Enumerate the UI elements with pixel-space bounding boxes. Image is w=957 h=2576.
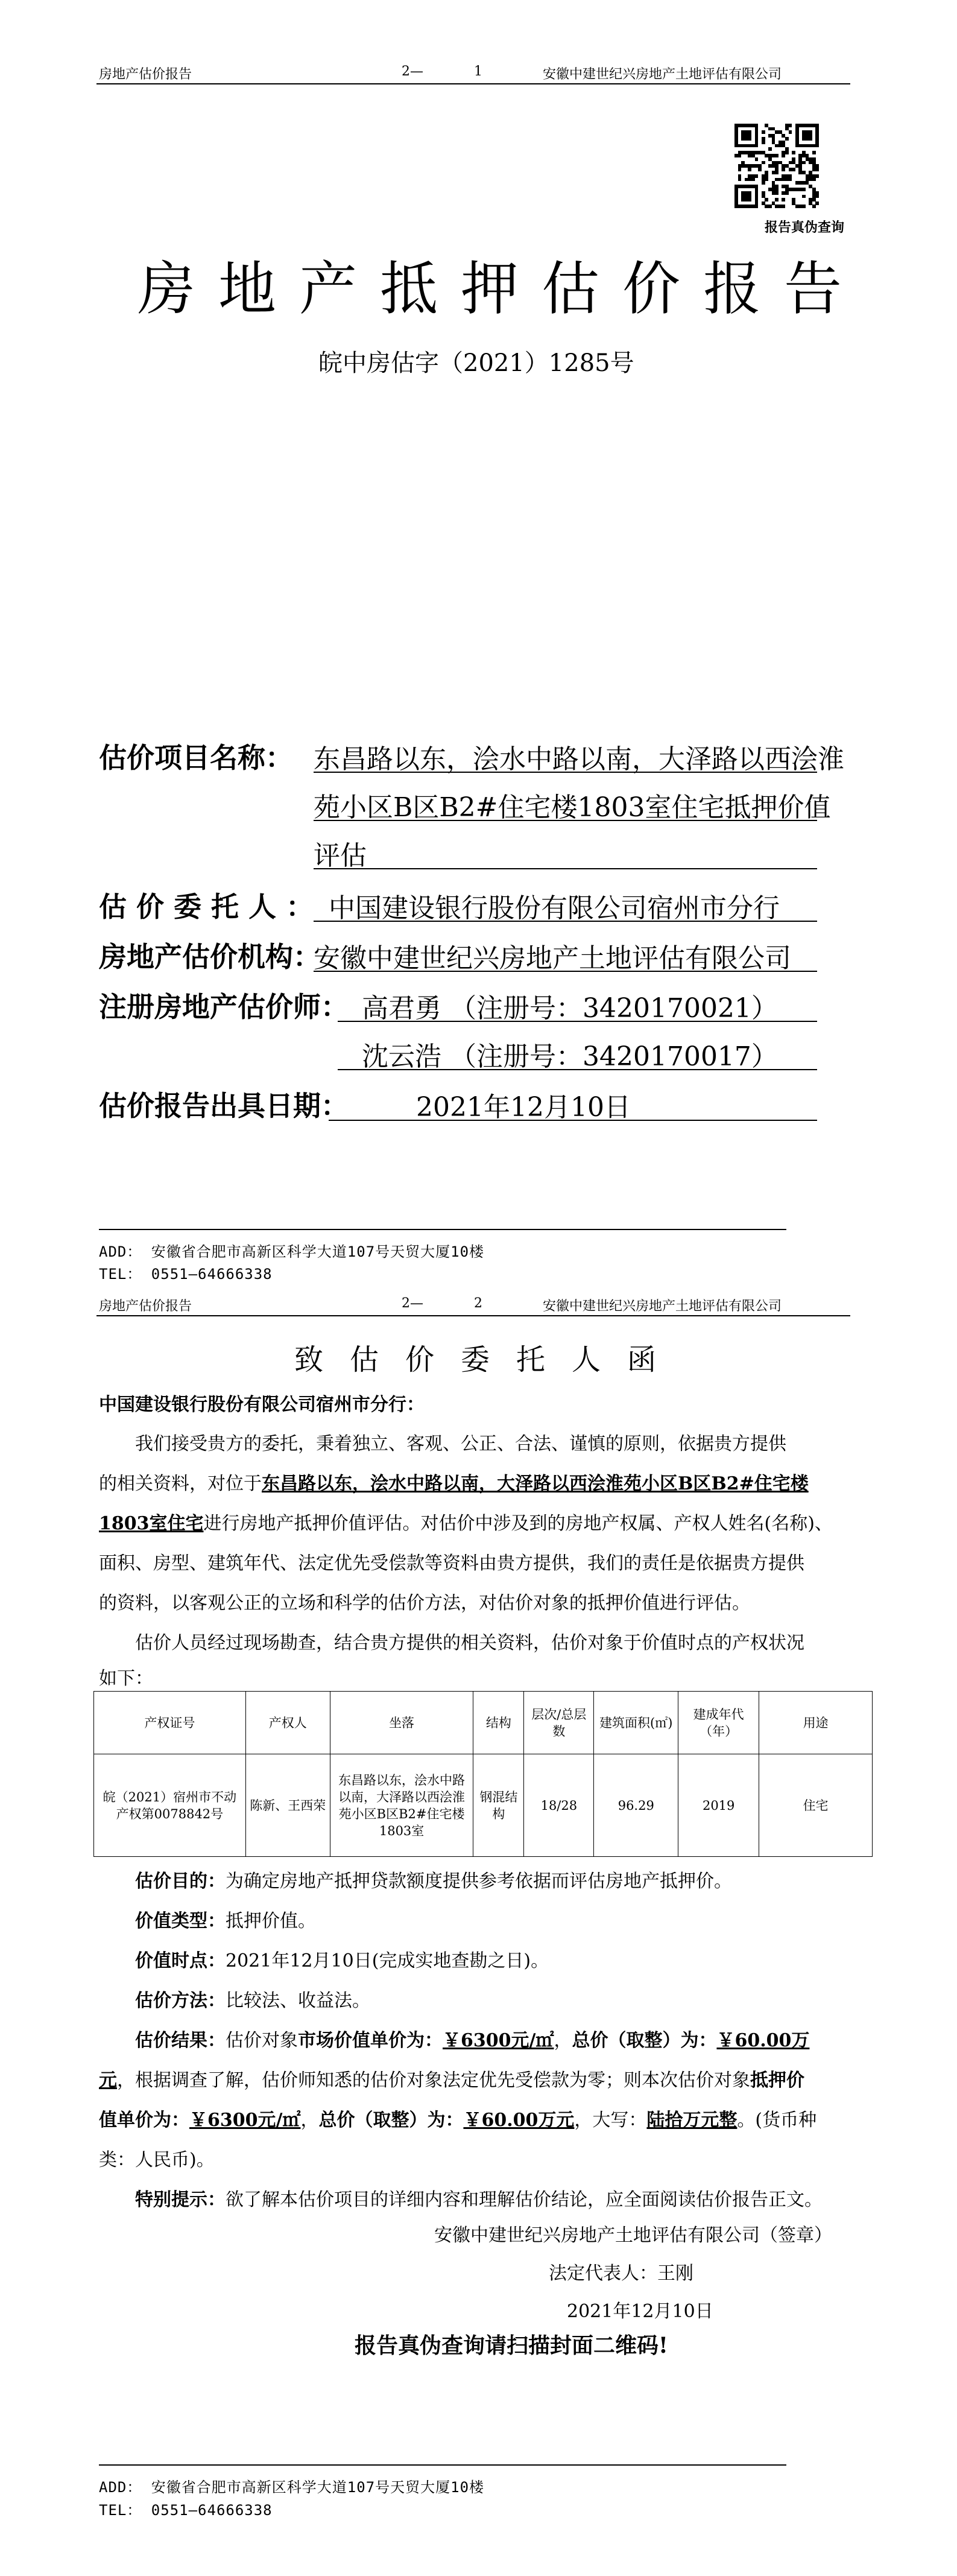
purpose-line	[135, 1862, 732, 1902]
table-cell: 东昌路以东，浍水中路以南，大泽路以西浍淮苑小区B区B2#住宅楼1803室	[330, 1754, 473, 1857]
letter-title: 致估价委托人函	[294, 1343, 683, 1377]
mortgage-unit-price: ￥6300元/㎡	[189, 2110, 301, 2131]
header-page-total: 2—	[402, 1296, 423, 1311]
table-cell: 钢混结构	[473, 1754, 524, 1857]
qr-module	[802, 195, 806, 198]
report-title: 房地产抵押估价报告	[137, 255, 865, 323]
qr-module	[785, 191, 789, 195]
header-page-number: 2	[474, 1296, 482, 1311]
client-value: 中国建设银行股份有限公司宿州市分行	[329, 893, 780, 924]
header-left: 房地产估价报告	[99, 67, 192, 82]
appraiser-2: 沈云浩 （注册号：3420170017）	[362, 1041, 778, 1072]
table-header-cell: 建筑面积(㎡)	[594, 1692, 678, 1754]
underline	[314, 921, 817, 922]
header-page-number: 1	[474, 64, 482, 79]
project-name-line-1: 东昌路以东，浍水中路以南，大泽路以西浍淮	[314, 744, 844, 775]
addressee: 中国建设银行股份有限公司宿州市分行：	[99, 1394, 425, 1415]
qr-module	[789, 130, 792, 134]
market-total-unit: 元	[99, 2070, 117, 2091]
mortgage-unit-price-label: 值单价为：	[99, 2110, 189, 2131]
table-cell: 2019	[678, 1754, 759, 1857]
project-name-label: 估价项目名称：	[99, 741, 293, 774]
table-cell: 皖（2021）宿州市不动产权第0078842号	[94, 1754, 246, 1857]
market-total-label: 总价（取整）为：	[572, 2030, 717, 2051]
qr-module	[782, 198, 785, 201]
appraiser-label: 注册房地产估价师：	[99, 991, 349, 1023]
qr-module	[758, 168, 762, 171]
text: 进行房地产抵押价值评估。对估价中涉及到的房地产权属、产权人姓名(名称)、	[203, 1513, 833, 1534]
qr-module	[809, 137, 812, 141]
table-header-cell: 用途	[759, 1692, 873, 1754]
property-rights-table	[93, 1691, 873, 1857]
value-time-label: 价值时点：	[135, 1950, 226, 1972]
table-cell: 陈新、王西荣	[245, 1754, 330, 1857]
verification-notice: 报告真伪查询请扫描封面二维码!	[355, 2333, 668, 2358]
qr-module	[762, 161, 765, 165]
result-line-2	[99, 2061, 804, 2101]
text: ，根据调查了解，估价师知悉的估价对象法定优先受偿款为零；则本次估价对象	[117, 2070, 750, 2091]
qr-module	[785, 151, 789, 154]
special-tip-value: 欲了解本估价项目的详细内容和理解估价结论，应全面阅读估价报告正文。	[226, 2189, 823, 2210]
table-header-cell: 坐落	[330, 1692, 473, 1754]
method-value: 比较法、收益法。	[226, 1990, 370, 2011]
value-time-line	[135, 1941, 549, 1981]
table-header-cell: 产权人	[245, 1692, 330, 1754]
report-date-label: 估价报告出具日期：	[99, 1090, 349, 1122]
table-header-cell: 层次/总层数	[524, 1692, 594, 1754]
qr-module	[775, 198, 779, 201]
qr-code-icon	[734, 124, 819, 208]
qr-module	[762, 130, 765, 134]
underline	[314, 772, 817, 773]
qr-module	[785, 137, 789, 141]
qr-module	[775, 191, 779, 195]
paragraph-1-line-4: 面积、房型、建筑年代、法定优先受偿款等资料由贵方提供，我们的责任是依据贵方提供	[99, 1553, 804, 1574]
paragraph-1-line-1: 我们接受贵方的委托，秉着独立、客观、公正、合法、谨慎的原则，依据贵方提供	[135, 1433, 786, 1455]
qr-module	[768, 147, 772, 151]
agency-value: 安徽中建世纪兴房地产土地评估有限公司	[314, 943, 791, 974]
footer-telephone: TEL： 0551—64666338	[99, 2502, 273, 2519]
qr-module	[815, 201, 819, 205]
purpose-label: 估价目的：	[135, 1871, 226, 1892]
result-line-1	[135, 2021, 809, 2061]
text: 。(货币种	[737, 2110, 817, 2131]
qr-module	[768, 205, 772, 208]
underline	[329, 1120, 817, 1121]
underline	[338, 1021, 817, 1022]
text: ，	[300, 2110, 319, 2131]
paragraph-2-line-1: 估价人员经过现场勘查，结合贵方提供的相关资料，估价对象于价值时点的产权状况	[135, 1632, 804, 1654]
legal-representative: 法定代表人：王刚	[549, 2263, 693, 2284]
footer-address: ADD： 安徽省合肥市高新区科学大道107号天贸大厦10楼	[99, 1243, 485, 1260]
table-header-cell: 产权证号	[94, 1692, 246, 1754]
footer-rule	[99, 1229, 786, 1230]
special-tip-line	[135, 2180, 823, 2220]
property-address: 东昌路以东，浍水中路以南，大泽路以西浍淮苑小区B区B2#住宅楼	[262, 1473, 809, 1494]
qr-module	[812, 205, 816, 208]
qr-module	[755, 174, 759, 178]
qr-module	[815, 168, 819, 171]
qr-module	[755, 205, 759, 208]
table-cell: 住宅	[759, 1754, 873, 1857]
header-right: 安徽中建世纪兴房地产土地评估有限公司	[543, 1299, 782, 1314]
qr-module	[755, 157, 759, 161]
paragraph-1-line-2	[99, 1464, 809, 1504]
qr-module	[789, 178, 792, 182]
qr-module	[738, 154, 742, 157]
qr-module	[802, 205, 806, 208]
qr-module	[765, 178, 768, 182]
qr-module	[815, 144, 819, 148]
qr-module	[789, 124, 792, 127]
header-page-total: 2—	[402, 64, 423, 79]
qr-module	[748, 168, 751, 171]
table-row	[94, 1754, 873, 1857]
market-unit-price: ￥6300元/㎡	[443, 2030, 554, 2051]
result-line-3	[99, 2101, 816, 2140]
qr-module	[775, 171, 779, 174]
result-line-4: 类：人民币)。	[99, 2149, 215, 2171]
qr-module	[812, 178, 816, 182]
qr-module	[765, 198, 768, 201]
text: 估价对象	[226, 2030, 298, 2051]
underline	[338, 1069, 817, 1070]
project-name-line-3: 评估	[314, 840, 367, 871]
qr-module	[802, 161, 806, 165]
qr-module	[738, 168, 742, 171]
qr-module	[792, 168, 795, 171]
qr-module	[815, 174, 819, 178]
header-rule	[96, 1315, 850, 1316]
qr-module	[792, 151, 795, 154]
client-label: 估 价 委 托 人 ：	[99, 890, 314, 923]
qr-module	[762, 181, 765, 185]
header-right: 安徽中建世纪兴房地产土地评估有限公司	[543, 67, 782, 82]
agency-label: 房地产估价机构：	[99, 941, 321, 973]
qr-module	[751, 178, 755, 182]
report-date-value: 2021年12月10日	[416, 1092, 631, 1123]
amount-in-words: 陆拾万元整	[646, 2110, 737, 2131]
underline	[314, 868, 817, 869]
qr-caption: 报告真伪查询	[765, 220, 845, 235]
qr-module	[782, 205, 785, 208]
table-cell: 96.29	[594, 1754, 678, 1857]
special-tip-label: 特别提示：	[135, 2189, 226, 2210]
mortgage-total-price: ￥60.00万元	[463, 2110, 575, 2131]
text: ，大写：	[574, 2110, 647, 2131]
qr-module	[748, 137, 751, 141]
table-header-row	[94, 1692, 873, 1754]
value-type-line	[135, 1902, 316, 1941]
signing-date: 2021年12月10日	[567, 2301, 713, 2322]
table-header-cell: 结构	[473, 1692, 524, 1754]
market-unit-price-label: 市场价值单价为：	[298, 2030, 443, 2051]
result-label: 估价结果：	[135, 2030, 226, 2051]
mortgage-total-label: 总价（取整）为：	[318, 2110, 464, 2131]
table-header-cell: 建成年代（年）	[678, 1692, 759, 1754]
property-unit: 1803室住宅	[99, 1513, 204, 1534]
value-time-value: 2021年12月10日(完成实地查勘之日)。	[226, 1950, 549, 1972]
qr-module	[755, 144, 759, 148]
method-line	[135, 1981, 370, 2021]
footer-telephone: TEL： 0551—64666338	[99, 1266, 273, 1283]
mortgage-value-label: 抵押价	[750, 2070, 804, 2091]
qr-module	[775, 154, 779, 157]
value-type-label: 价值类型：	[135, 1911, 226, 1932]
appraiser-1: 高君勇 （注册号：3420170021）	[362, 993, 778, 1024]
paragraph-1-line-3	[99, 1504, 833, 1544]
market-total-price: ￥60.00万	[716, 2030, 810, 2051]
project-name-line-2: 苑小区B区B2#住宅楼1803室住宅抵押价值	[314, 792, 831, 823]
signing-company: 安徽中建世纪兴房地产土地评估有限公司（签章）	[434, 2225, 832, 2246]
footer-rule	[99, 2464, 786, 2466]
underline	[314, 820, 817, 821]
text: 的相关资料，对位于	[99, 1473, 262, 1494]
footer-address: ADD： 安徽省合肥市高新区科学大道107号天贸大厦10楼	[99, 2479, 485, 2496]
qr-module	[812, 151, 816, 154]
qr-module	[762, 141, 765, 144]
qr-module	[738, 178, 742, 182]
document-number: 皖中房估字（2021）1285号	[318, 349, 634, 377]
paragraph-1-line-5: 的资料，以客观公正的立场和科学的估价方法，对估价对象的抵押价值进行评估。	[99, 1593, 750, 1614]
qr-module	[748, 198, 751, 201]
qr-module	[782, 154, 785, 157]
text: ，	[554, 2030, 572, 2051]
method-label: 估价方法：	[135, 1990, 226, 2011]
value-type-value: 抵押价值。	[226, 1911, 316, 1932]
table-cell: 18/28	[524, 1754, 594, 1857]
purpose-value: 为确定房地产抵押贷款额度提供参考依据而评估房地产抵押价。	[226, 1871, 732, 1892]
qr-module	[782, 168, 785, 171]
underline	[314, 971, 817, 972]
qr-module	[815, 195, 819, 198]
qr-module	[802, 188, 806, 191]
paragraph-2-line-2: 如下：	[99, 1668, 153, 1689]
header-left: 房地产估价报告	[99, 1299, 192, 1314]
header-rule	[96, 83, 850, 84]
